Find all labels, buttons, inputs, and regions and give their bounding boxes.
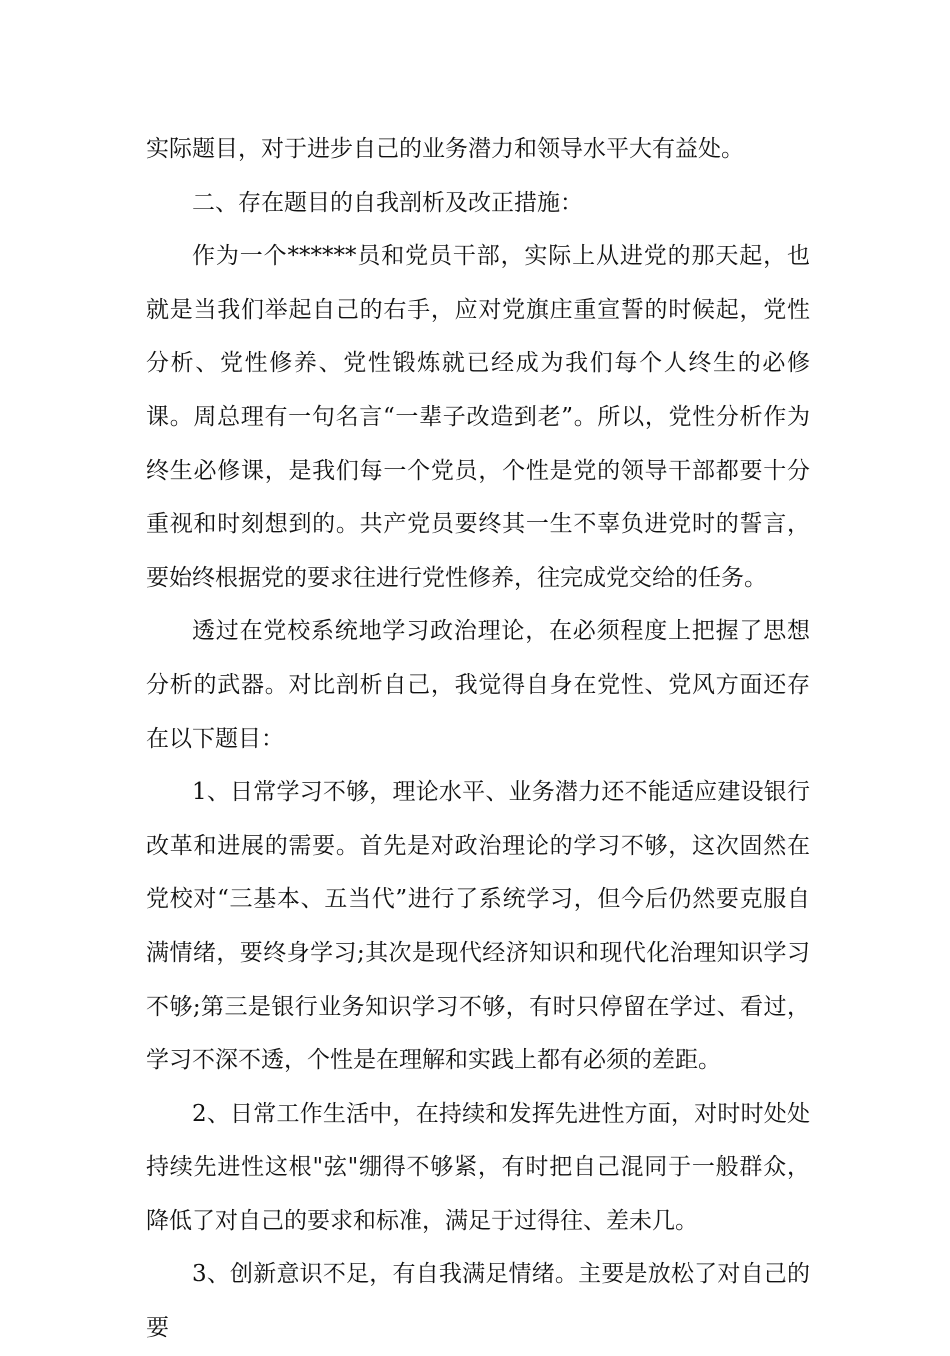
list-item-2: 2、日常工作生活中，在持续和发挥先进性方面，对时时处处持续先进性这根"弦"绷得不够紧，有时把自己混同于一般群众，降低了对自己的要求和标准，满足于过得往、差未几。 — [146, 1100, 810, 1234]
paragraph-party-spirit: 作为一个******员和党员干部，实际上从进党的那天起，也就是当我们举起自己的右手，应对党旗庄重宣誓的时候起，党性分析、党性修养、党性锻炼就已经成为我们每个人终生的必修课。周总理有一句名言“一辈子改造到老”。所以，党性分析作为终生必修课，是我们每一个党员，个性是党的领导干部都要十分重视和时刻想到的。共产党员要终其一生不辜负进党时的誓言，要始终根据党的要求往进行党性修养，往完成党交给的任务。 — [146, 243, 810, 591]
list-item-3: 3、创新意识不足，有自我满足情绪。主要是放松了对自己的要 — [146, 1261, 810, 1342]
document-body — [146, 123, 810, 1356]
section-heading: 二、存在题目的自我剖析及改正措施： — [192, 189, 583, 216]
paragraph-self-analysis: 透过在党校系统地学习政治理论，在必须程度上把握了思想分析的武器。对比剖析自己，我觉得自身在党性、党风方面还存在以下题目： — [146, 618, 810, 752]
list-item-1: 1、日常学习不够，理论水平、业务潜力还不能适应建设银行改革和进展的需要。首先是对政治理论的学习不够，这次固然在党校对“三基本、五当代”进行了系统学习，但今后仍然要克服自满情绪，要终身学习;其次是现代经济知识和现代化治理知识学习不够;第三是银行业务知识学习不够，有时只停留在学过、看过，学习不深不透，个性是在理解和实践上都有必须的差距。 — [146, 779, 810, 1074]
paragraph-continuation: 实际题目，对于进步自己的业务潜力和领导水平大有益处。 — [146, 136, 744, 162]
